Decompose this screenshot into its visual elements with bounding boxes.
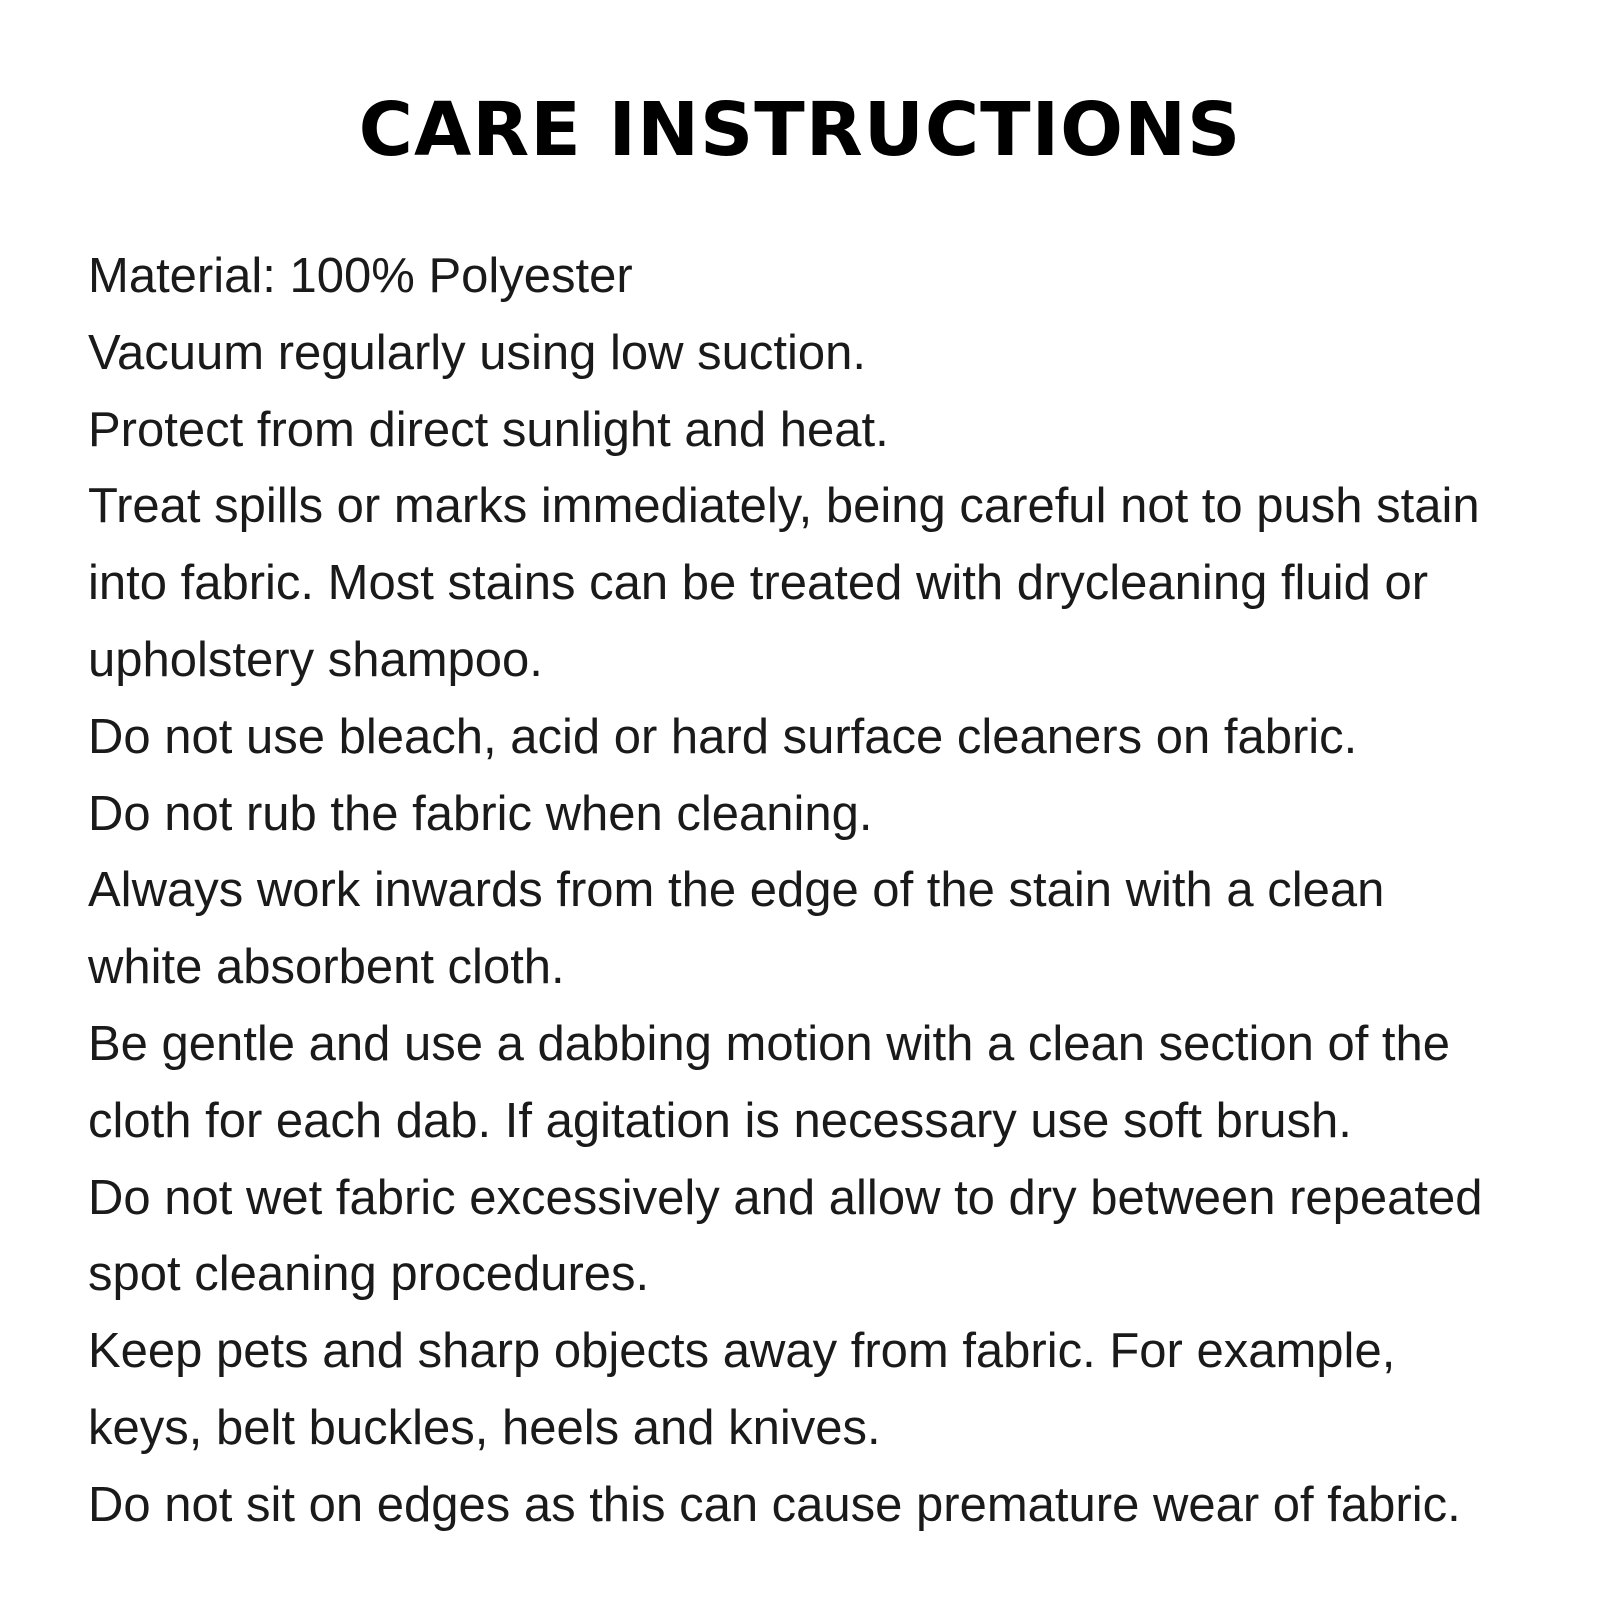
instruction-line: white absorbent cloth. bbox=[88, 940, 565, 995]
instruction-line: Protect from direct sunlight and heat. bbox=[88, 402, 889, 457]
instruction-line: Do not sit on edges as this can cause premature wear of fabric. bbox=[88, 1477, 1461, 1532]
instruction-line: keys, belt buckles, heels and knives. bbox=[88, 1400, 881, 1455]
instruction-line: cloth for each dab. If agitation is necessary use soft brush. bbox=[88, 1093, 1352, 1148]
instruction-line: Do not rub the fabric when cleaning. bbox=[88, 786, 873, 841]
instruction-line: upholstery shampoo. bbox=[88, 632, 543, 687]
instruction-line: Always work inwards from the edge of the stain with a clean bbox=[88, 863, 1385, 918]
instruction-line: Be gentle and use a dabbing motion with a clean section of the bbox=[88, 1016, 1451, 1071]
instruction-line: Vacuum regularly using low suction. bbox=[88, 325, 867, 380]
instruction-line: into fabric. Most stains can be treated with drycleaning fluid or bbox=[88, 556, 1429, 611]
instruction-line: spot cleaning procedures. bbox=[88, 1247, 650, 1302]
instruction-line-material: Material: 100% Polyester bbox=[88, 249, 633, 303]
instruction-line: Do not use bleach, acid or hard surface cleaners on fabric. bbox=[88, 709, 1358, 764]
instructions-list bbox=[88, 238, 1588, 1544]
instruction-line: Treat spills or marks immediately, being careful not to push stain bbox=[88, 479, 1480, 534]
instruction-line: Keep pets and sharp objects away from fabric. For example, bbox=[88, 1324, 1396, 1379]
instruction-line: Do not wet fabric excessively and allow to dry between repeated bbox=[88, 1170, 1483, 1225]
page-title: CARE INSTRUCTIONS bbox=[358, 87, 1242, 173]
